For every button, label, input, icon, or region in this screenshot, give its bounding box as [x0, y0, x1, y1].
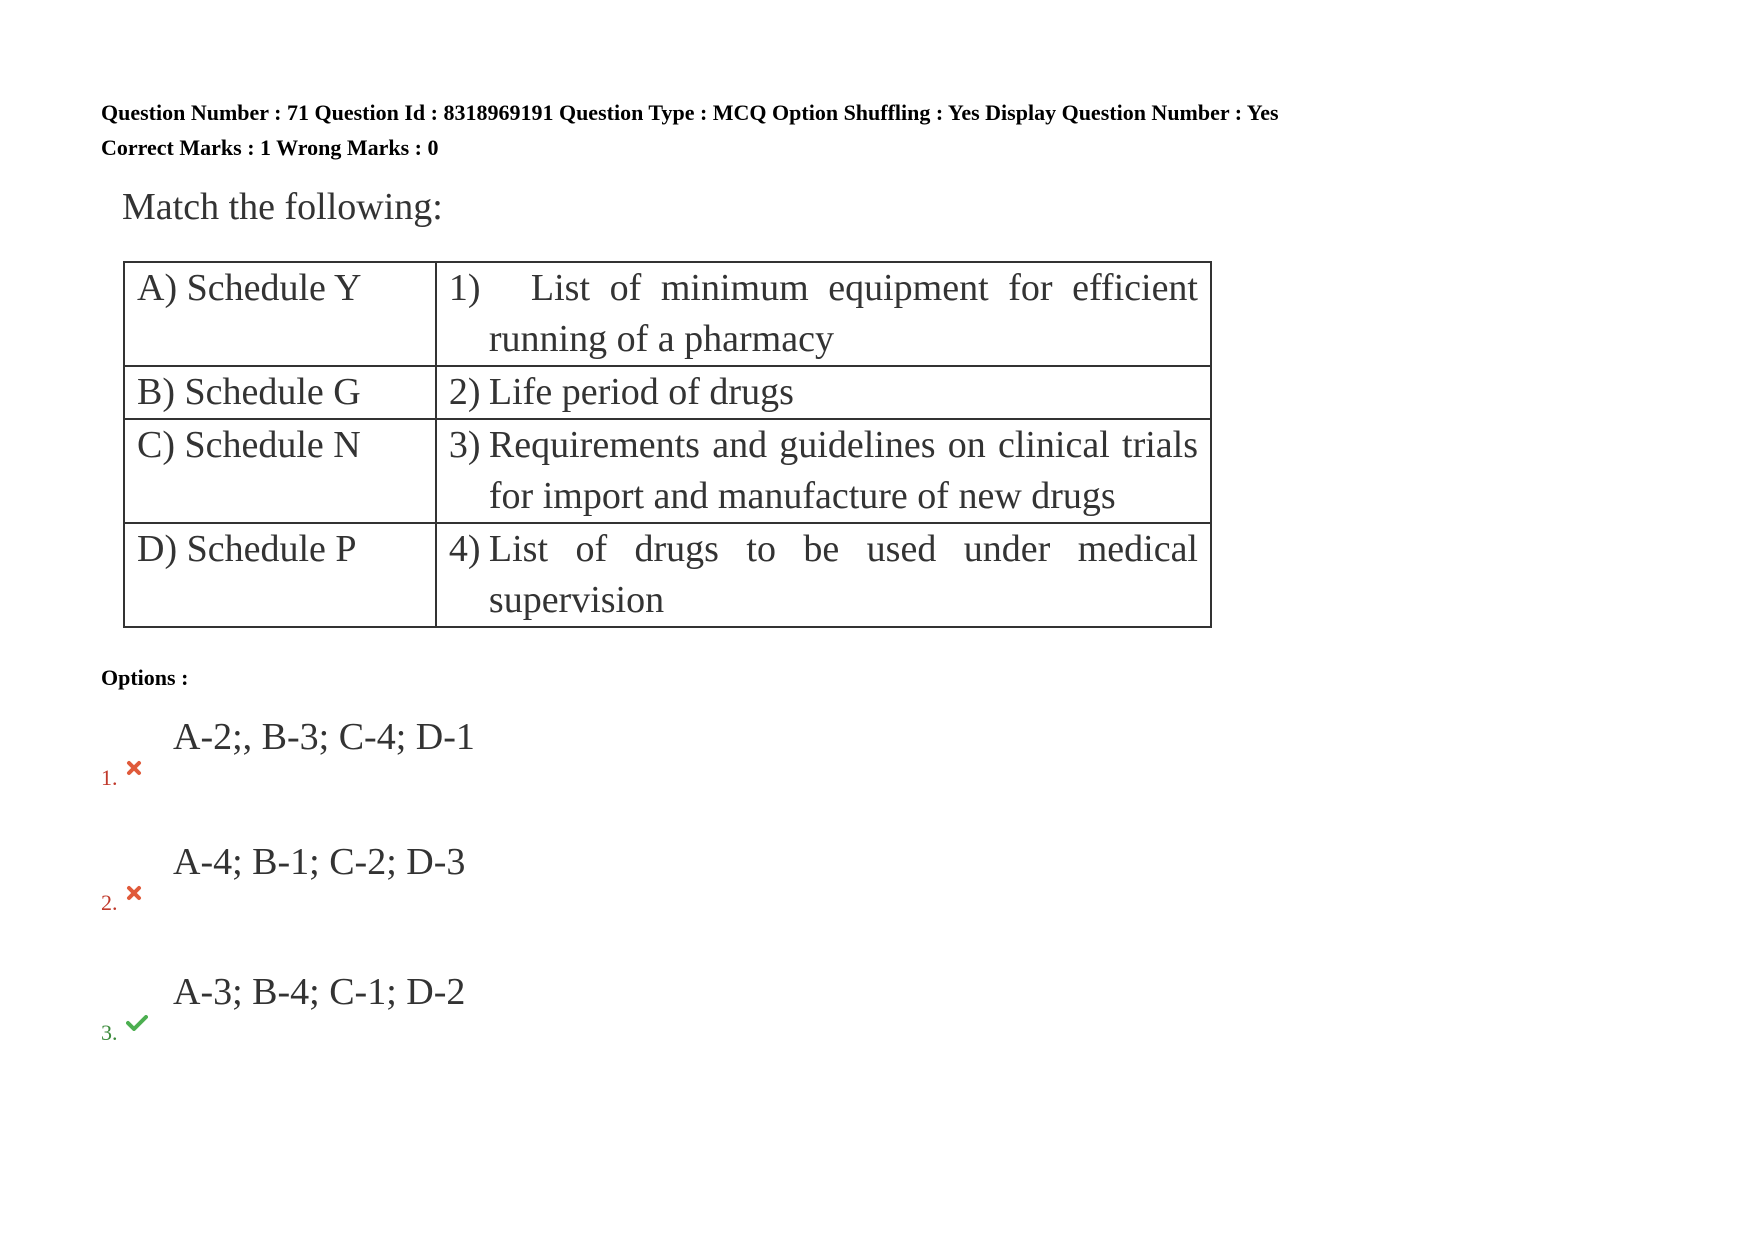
item-number: 2) — [448, 371, 481, 413]
option-text: A-3; B-4; C-1; D-2 — [173, 971, 466, 1013]
right-column-cell — [436, 262, 1211, 366]
question-instruction: Match the following: — [122, 186, 443, 228]
option-number — [101, 1020, 148, 1046]
cross-icon — [126, 885, 142, 901]
option-number-label: 1. — [101, 765, 118, 790]
left-column-cell: B) Schedule G — [124, 366, 436, 419]
item-text: List of minimum equipment for efficient running of a pharmacy — [488, 267, 1198, 360]
option-number-label: 3. — [101, 1020, 118, 1045]
left-column-cell: C) Schedule N — [124, 419, 436, 523]
item-number: 1) — [448, 267, 481, 309]
item-text: Life period of drugs — [488, 371, 794, 413]
left-column-cell: A) Schedule Y — [124, 262, 436, 366]
item-text: List of drugs to be used under medical supervision — [488, 528, 1198, 621]
right-column-cell — [436, 366, 1211, 419]
item-number: 4) — [448, 528, 481, 570]
right-column-cell — [436, 523, 1211, 627]
question-meta-line: Question Number : 71 Question Id : 8318969191 Question Type : MCQ Option Shuffling : Yes Display Question Number : Yes — [101, 100, 1279, 125]
question-image — [120, 185, 1198, 621]
right-column-cell — [436, 419, 1211, 523]
check-icon — [126, 1015, 148, 1031]
option-text: A-2;, B-3; C-4; D-1 — [173, 716, 475, 758]
table-row — [124, 262, 1211, 366]
marks-meta-line: Correct Marks : 1 Wrong Marks : 0 — [101, 135, 439, 160]
table-row — [124, 523, 1211, 627]
cross-icon — [126, 760, 142, 776]
option-number-label: 2. — [101, 890, 118, 915]
table-row — [124, 419, 1211, 523]
left-column-cell: D) Schedule P — [124, 523, 436, 627]
match-table — [123, 261, 1212, 628]
option-text: A-4; B-1; C-2; D-3 — [173, 841, 466, 883]
table-row — [124, 366, 1211, 419]
item-text: Requirements and guidelines on clinical trials for import and manufacture of new drugs — [488, 424, 1198, 517]
option-number — [101, 765, 142, 791]
option-number — [101, 890, 142, 916]
options-label: Options : — [101, 665, 189, 690]
item-number: 3) — [448, 424, 481, 466]
